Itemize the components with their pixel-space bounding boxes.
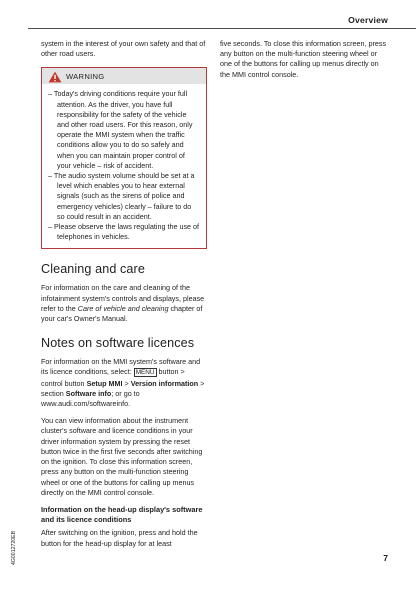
cleaning-text: For information on the care and cleaning of the infotainment system's controls and displays, please refer to the Care of vehicle and cleaning chapter of your car's Owner's Manual.	[41, 283, 205, 324]
cleaning-chapter-ref: Care of vehicle and cleaning	[77, 303, 169, 313]
warning-item: – Today's driving conditions require your full attention. As the driver, you have full responsibility for the safety of the vehicle and other road users. For this reason, only operate the MMI system when the traffic conditions allow you to do so safely and when you can maintain proper control of your vehicle – risk of accident.	[48, 89, 193, 170]
warning-triangle-icon	[48, 70, 62, 88]
right-column-text: five seconds. To close this information screen, press any button on the multi-function steering wheel or one of the buttons for calling up menus directly on the MMI control console.	[220, 39, 387, 79]
warning-box	[41, 67, 207, 249]
menu-key: MENU	[135, 369, 155, 377]
side-code: 4G0012720EB	[11, 530, 17, 565]
left-column	[41, 39, 207, 556]
header-rule	[28, 28, 416, 29]
cleaning-heading: Cleaning and care	[41, 262, 145, 277]
warning-item: – The audio system volume should be set at a level which enables you to hear external signals (such as the sirens of police and emergency vehicles) clearly – failure to do so could result in an accident.	[48, 171, 195, 221]
section-title: Overview	[348, 15, 388, 25]
notes-heading: Notes on software licences	[41, 336, 195, 351]
page-number: 7	[383, 553, 388, 563]
page-header	[28, 0, 416, 26]
notes-paragraph-2: You can view information about the instrument cluster's software and licence conditions in your driver information system by pressing the reset button twice in the first five seconds after switching on the ignition. To close this information screen, press any button on the multi-function steering wheel or one of the buttons for calling up menus directly on the MMI control console.	[41, 416, 203, 497]
warning-header	[42, 68, 206, 84]
notes-paragraph-1: For information on the MMI system's software and its licence conditions, select: MENU button > control button Setup MMI > Version information > section Software info; or go to www.audi.com/softwareinfo.	[41, 357, 205, 409]
right-column	[220, 39, 388, 87]
intro-text: system in the interest of your own safety and that of other road users.	[41, 39, 206, 59]
warning-label: WARNING	[66, 71, 105, 81]
hud-paragraph: After switching on the ignition, press and hold the button for the head-up display for at least	[41, 528, 198, 548]
warning-body	[42, 84, 206, 248]
warning-item: – Please observe the laws regulating the use of telephones in vehicles.	[48, 222, 200, 242]
hud-subheading: Information on the head-up display's software and its licence conditions	[41, 504, 203, 525]
